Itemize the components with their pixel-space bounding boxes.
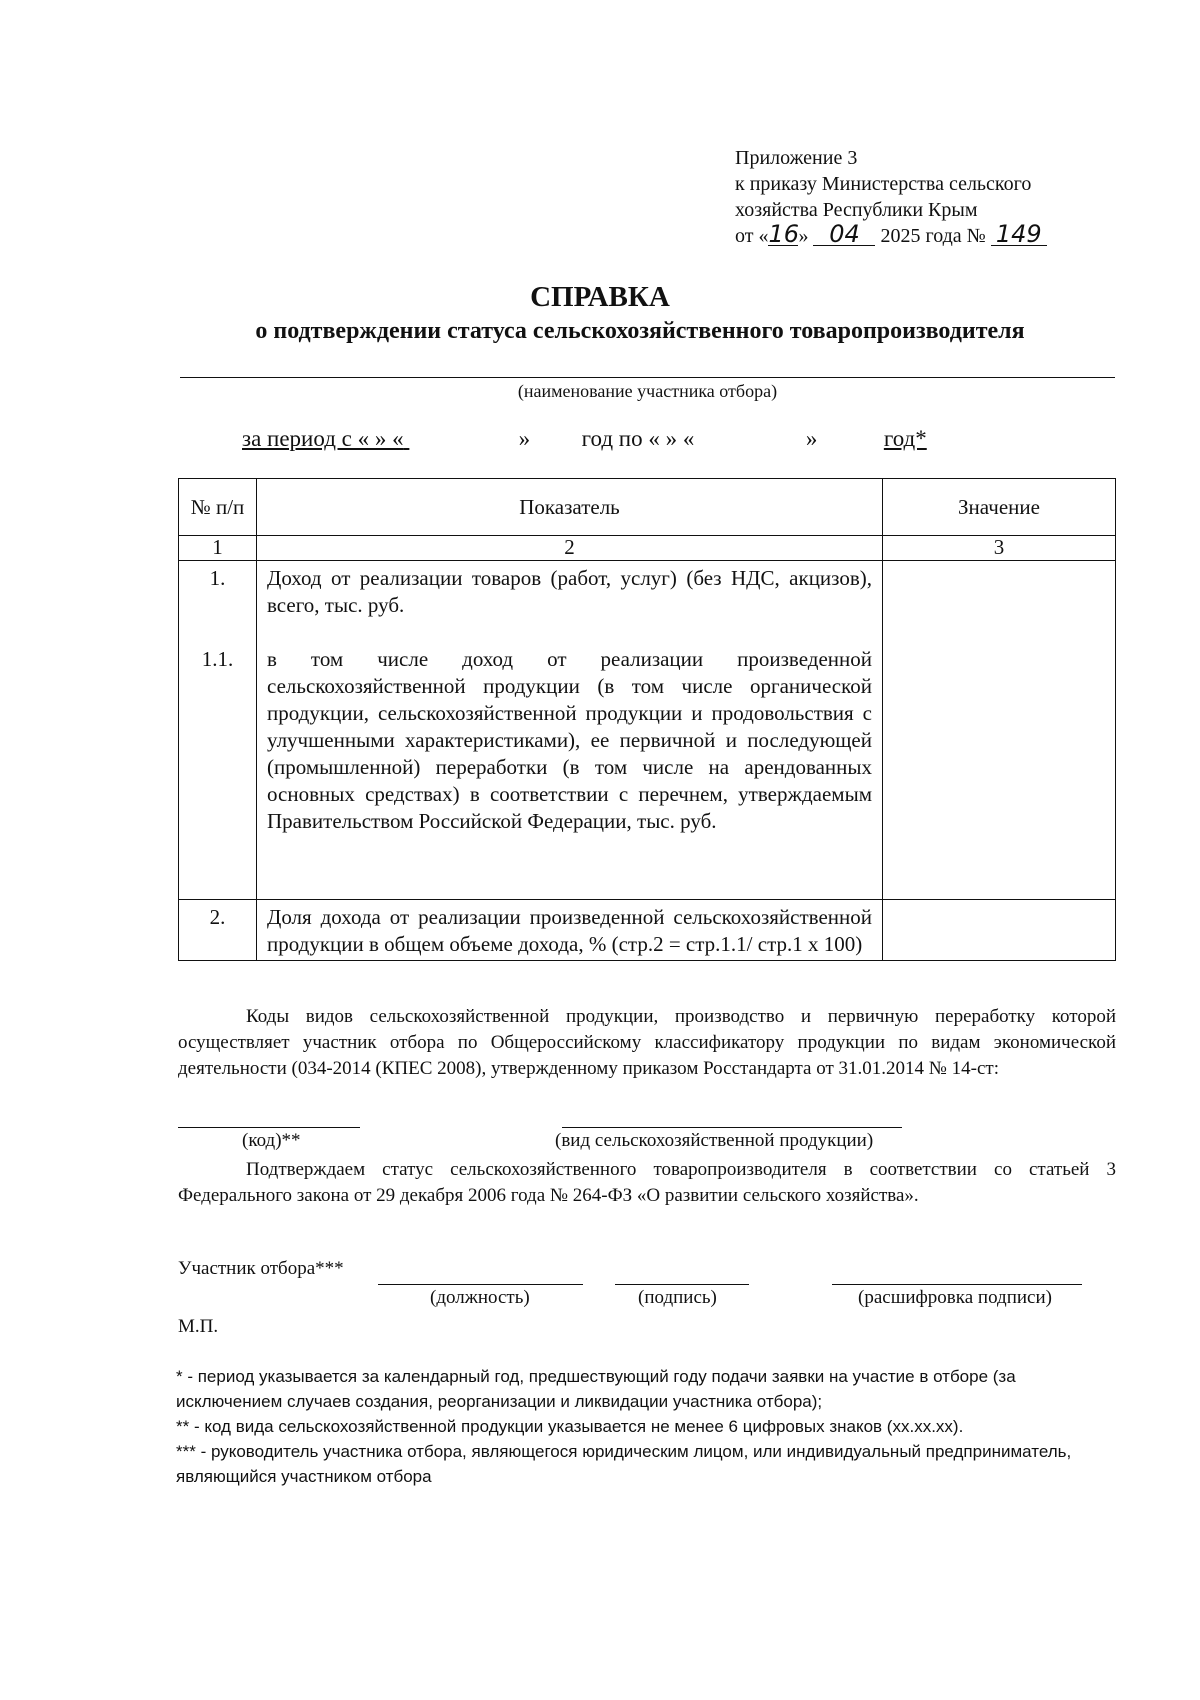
appendix-line-2: к приказу Министерства сельского [735,173,1032,195]
date-mid: » [798,225,809,247]
document-title: СПРАВКА [530,281,670,313]
participant-name-line [180,377,1115,378]
table-row [179,900,1116,961]
period-quote-2: » [805,426,818,451]
handwritten-day: 16 [768,220,800,248]
confirmation-paragraph: Подтверждаем статус сельскохозяйственного товаропроизводителя в соответствии со статьей 3 Федерального закона от 29 декабря 2006 года № 264-ФЗ «О развитии сельского хозяйства». [178,1159,1116,1206]
row-number: 1. [209,566,226,590]
period-from: за период с « » « [242,426,404,451]
indicator-table [178,478,1116,961]
product-line [562,1127,902,1128]
table-row [179,561,1116,900]
row-indicator-cell [257,561,883,900]
row-number: 2. [209,905,226,929]
code-line [178,1127,360,1128]
participant-name-caption: (наименование участника отбора) [517,381,778,401]
row-indicator-text: Доход от реализации товаров (работ, услуг) (без НДС, акцизов), всего, тыс. руб. [267,566,872,617]
table-header-row [179,479,1116,536]
code-caption: (код)** [242,1130,301,1151]
row-subnumber: 1.1. [201,647,234,671]
handwritten-month: 04 [813,223,875,246]
footnotes [176,1364,1116,1489]
period-year-blank-2 [823,426,878,452]
period-month-blank-1 [404,426,519,452]
col-number-2: 2 [257,536,883,561]
header-indicator: Показатель [257,479,883,536]
period-god: год* [883,426,927,451]
position-line [378,1284,583,1285]
period-month-blank-2 [700,426,800,452]
period-god-po: год по « » « [581,426,695,451]
header-value: Значение [883,479,1116,536]
date-prefix: от « [735,225,769,247]
row-number-cell [179,900,257,961]
column-number-row [179,536,1116,561]
codes-paragraph: Коды видов сельскохозяйственной продукции, производство и первичную переработку которой осуществляет участник отбора по Общероссийскому классификатору продукции по видам экономической деятельности (034-2014 (КПЕС 2008), утвержденному приказом Росстандарта от 31.01.2014 № 14-ст: [178,1006,1116,1079]
year-text: 2025 года № [880,225,986,247]
period-line [242,426,927,452]
row-value-cell[interactable] [883,561,1116,900]
appendix-line-3: хозяйства Республики Крым [735,199,978,221]
footnote-1: * - период указывается за календарный год, предшествующий году подачи заявки на участие в отборе (за исключением случаев создания, реорганизации и ликвидации участника отбора); [176,1367,1016,1411]
appendix-line-1: Приложение 3 [735,147,858,169]
position-caption: (должность) [430,1287,530,1308]
row-number-cell [179,561,257,900]
period-quote-1: » [518,426,531,451]
decoding-line [832,1284,1082,1285]
appendix-date-line [735,220,1047,249]
footnote-2: ** - код вида сельскохозяйственной продукции указывается не менее 6 цифровых знаков (хх.хх.хх). [176,1417,964,1436]
footnote-3: *** - руководитель участника отбора, являющегося юридическим лицом, или индивидуальный предприниматель, являющийся участником отбора [176,1442,1072,1486]
col-number-3: 3 [883,536,1116,561]
handwritten-number: 149 [991,223,1047,246]
row-subindicator-text: в том числе доход от реализации произведенной сельскохозяйственной продукции (в том числе органической продукции, сельскохозяйственной продукции и продовольствия с улучшенными характеристиками), ее первичной и последующей (промышленной) переработки (в том числе на арендованных основных средствах) в соответствии с перечнем, утверждаемым Правительством Российской Федерации, тыс. руб. [267,647,872,833]
header-number: № п/п [179,479,257,536]
product-caption: (вид сельскохозяйственной продукции) [555,1130,874,1151]
col-number-1: 1 [179,536,257,561]
document-subtitle: о подтверждении статуса сельскохозяйственного товаропроизводителя [255,318,1025,344]
signature-line [615,1284,749,1285]
row-value-cell[interactable] [883,900,1116,961]
appendix-block [735,145,1047,249]
stamp-label: М.П. [178,1316,219,1337]
decoding-caption: (расшифровка подписи) [858,1287,1052,1308]
period-year-blank-1 [536,426,576,452]
signature-caption: (подпись) [638,1287,717,1308]
participant-label: Участник отбора*** [178,1258,344,1279]
row-indicator-cell [257,900,883,961]
row-indicator-text: Доля дохода от реализации произведенной сельскохозяйственной продукции в общем объеме дохода, % (стр.2 = стр.1.1/ стр.1 х 100) [267,905,872,956]
